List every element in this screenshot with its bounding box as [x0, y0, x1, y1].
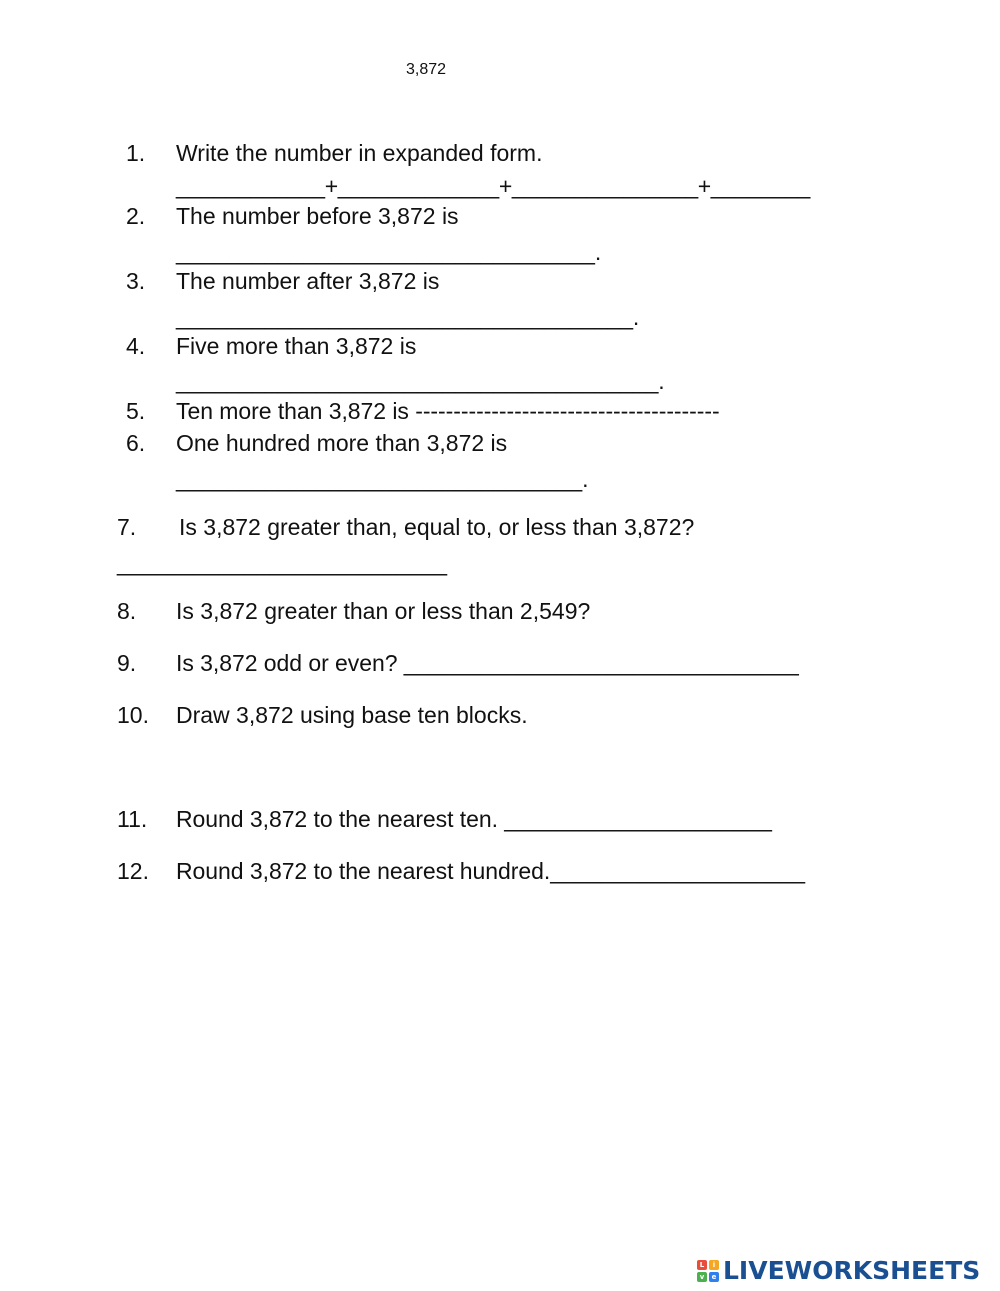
liveworksheets-logo[interactable] — [697, 1256, 980, 1286]
question-text: The number before 3,872 is — [176, 203, 459, 229]
logo-tile: i — [709, 1260, 719, 1270]
answer-blank[interactable]: ____________+_____________+_______________+________ — [176, 173, 810, 199]
question-number: 3. — [126, 268, 146, 294]
question-number: 4. — [126, 333, 146, 359]
question-number: 7. — [117, 514, 137, 540]
question-text[interactable]: Round 3,872 to the nearest hundred.____________________ — [176, 858, 806, 884]
header-number: 3,872 — [406, 61, 447, 78]
logo-text: LIVEWORKSHEETS — [723, 1256, 981, 1285]
question-number: 2. — [126, 203, 146, 229]
answer-blank[interactable]: ________________________________. — [176, 466, 589, 492]
logo-tile: v — [697, 1272, 707, 1282]
question-number: 8. — [117, 598, 137, 624]
question-number: 9. — [117, 650, 137, 676]
question-text: Write the number in expanded form. — [176, 140, 543, 166]
answer-blank[interactable]: ____________________________________. — [176, 304, 640, 330]
logo-mark-icon — [697, 1260, 719, 1282]
question-number: 11. — [117, 806, 148, 832]
question-text: One hundred more than 3,872 is — [176, 430, 508, 456]
answer-blank[interactable]: ______________________________________. — [176, 368, 665, 394]
question-text[interactable]: Is 3,872 odd or even? _______________________________ — [176, 650, 799, 676]
question-number: 1. — [126, 140, 146, 166]
question-number: 12. — [117, 858, 149, 884]
answer-blank[interactable]: _________________________________. — [176, 239, 602, 265]
question-text[interactable]: Ten more than 3,872 is ---------------------------------------- — [176, 398, 720, 424]
question-text: Is 3,872 greater than or less than 2,549? — [176, 598, 591, 624]
question-number: 5. — [126, 398, 146, 424]
question-text: Five more than 3,872 is — [176, 333, 417, 359]
question-text: The number after 3,872 is — [176, 268, 440, 294]
question-number: 6. — [126, 430, 146, 456]
question-text[interactable]: Round 3,872 to the nearest ten. _____________________ — [176, 806, 772, 832]
logo-tile: L — [697, 1260, 707, 1270]
question-text: Is 3,872 greater than, equal to, or less than 3,872? — [179, 514, 695, 540]
logo-tile: e — [709, 1272, 719, 1282]
question-text: Draw 3,872 using base ten blocks. — [176, 702, 528, 728]
answer-blank[interactable]: __________________________ — [117, 550, 447, 576]
question-number: 10. — [117, 702, 149, 728]
